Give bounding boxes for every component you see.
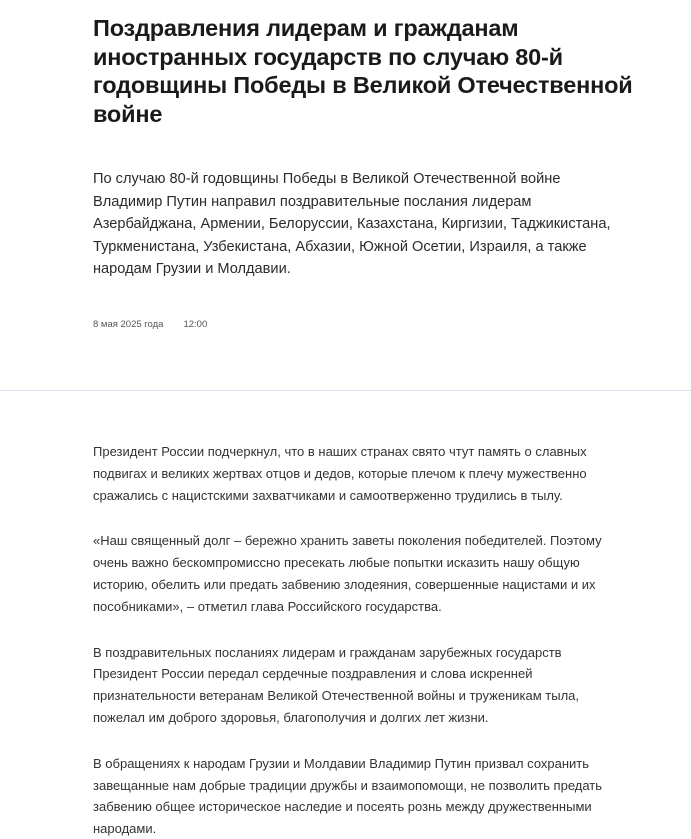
article-title: Поздравления лидерам и гражданам иностранных государств по случаю 80-й годовщины Победы в Великой Отечественной войне	[93, 15, 633, 127]
article-lead: По случаю 80-й годовщины Победы в Великой Отечественной войне Владимир Путин направил поздравительные послания лидерам Азербайджана, Армении, Белоруссии, Казахстана, Киргизии, Таджикистана, Туркменистана, Узбекистана, Абхазии, Южной Осетии, Израиля, а также народам Грузии и Молдавии.	[93, 171, 611, 278]
article-time: 12:00	[183, 318, 208, 330]
article-paragraph: «Наш священный долг – бережно хранить заветы поколения победителей. Поэтому очень важно бескомпромиссно пресекать любые попытки исказить нашу общую историю, обелить или предать забвению злодеяния, совершенные нацистами и их пособниками», – отметил глава Российского государства.	[93, 533, 602, 614]
section-divider	[0, 390, 691, 391]
article-body	[93, 441, 613, 839]
article-paragraph: В обращениях к народам Грузии и Молдавии Владимир Путин призвал сохранить завещанные нам добрые традиции дружбы и взаимопомощи, не позволить предать забвению общее историческое наследие и посеять рознь между дружественными народами.	[93, 755, 603, 837]
article-header	[93, 14, 633, 330]
article-paragraph: Президент России подчеркнул, что в наших странах свято чтут память о славных подвигах и великих жертвах отцов и дедов, которые плечом к плечу мужественно сражались с нацистскими захватчиками и самоотверженно трудились в тылу.	[93, 444, 587, 503]
article-meta	[93, 319, 633, 330]
article-date: 8 мая 2025 года	[93, 318, 164, 330]
article-paragraph: В поздравительных посланиях лидерам и гражданам зарубежных государств Президент России передал сердечные поздравления и слова искренней признательности ветеранам Великой Отечественной войны и труженикам тыла, пожелал им доброго здоровья, благополучия и долгих лет жизни.	[93, 644, 580, 725]
